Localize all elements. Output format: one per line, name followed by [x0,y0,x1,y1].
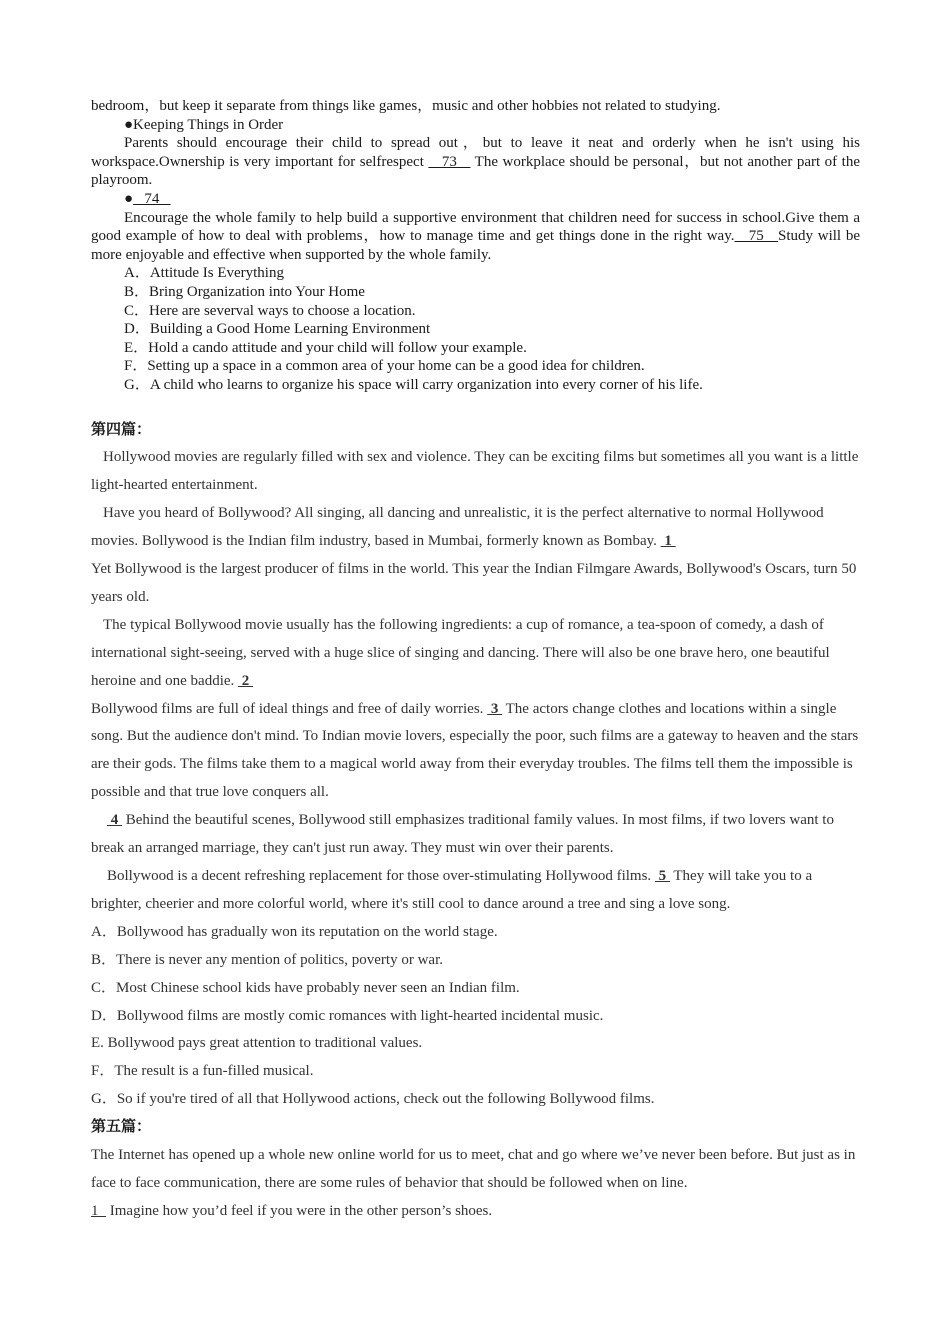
option-c: C．Here are severval ways to choose a location. [124,302,416,319]
option-g: G．So if you're tired of all that Hollywood actions, check out the following Bollywood films. [91,1091,655,1108]
blank-74: 74 [133,190,171,207]
blank-73: 73 [428,153,471,170]
option-a: A．Attitude Is Everything [124,265,284,282]
section-5 [91,1114,860,1226]
paragraph: The Internet has opened up a whole new online world for us to meet, chat and go where we’ve never been before. But just as in face to face communication, there are some rules of behavior that should be followed when on line. [91,1147,856,1191]
paragraph: Hollywood movies are regularly filled with sex and violence. They can be exciting films but sometimes all you want is a little light-hearted entertainment. [91,449,859,494]
blank-4: 4 [107,812,122,829]
blank-5: 5 [654,868,670,884]
blank-2: 2 [238,672,254,689]
subheading-blank-74 [91,190,860,209]
option-e: E. Bollywood pays great attention to traditional values. [91,1035,423,1052]
section-3 [91,97,860,395]
paragraph: Bollywood is a decent refreshing replacement for those over-stimulating Hollywood films. 5 They will take you to a brighter, cheerier and more colorful world, where it's still cool to dance around a tree and sing a love song. [91,868,813,912]
paragraph: The typical Bollywood movie usually has the following ingredients: a cup of romance, a tea-spoon of comedy, a dash of international sight-seeing, served with a huge slice of singing and dancing. There will also be one brave hero, one beautiful heroine and one baddie. 2 [91,616,830,689]
document-page [91,97,860,1226]
option-e: E．Hold a cando attitude and your child will follow your example. [124,339,527,356]
paragraph: Bollywood films are full of ideal things and free of daily worries. 3 The actors change clothes and locations within a single song. But the audience don't mind. To Indian movie lovers, especially the poor, such films are a gateway to heaven and the stars are their gods. The films take them to a magical world away from their everyday troubles. The films tell them the impossible is possible and that true love conquers all. [91,700,859,801]
option-d: D．Building a Good Home Learning Environment [124,321,431,338]
section-heading: 第五篇： [91,1119,152,1136]
option-d: D．Bollywood films are mostly comic romances with light-hearted incidental music. [91,1007,604,1024]
section-heading: 第四篇： [91,421,152,438]
paragraph: Have you heard of Bollywood? All singing, all dancing and unrealistic, it is the perfect alternative to normal Hollywood movies. Bollywood is the Indian film industry, based in Mumbai, formerly known as Bombay. 1 Yet Bollywood is the largest producer of films in the world. This year the Indian Filmgare Awards, Bollywood's Oscars, turn 50 years old. [91,505,857,605]
blank-3: 3 [487,700,503,717]
option-g: G．A child who learns to organize his space will carry organization into every corner of his life. [124,376,703,393]
paragraph: Parents should encourage their child to spread out，but to leave it neat and orderly when he isn't using his workspace.Ownership is very important for selfrespect 73 The workplace should be personal，but not another part of the playroom. [91,135,861,189]
option-b: B．There is never any mention of politics, poverty or war. [91,951,443,968]
paragraph: Encourage the whole family to help build a supportive environment that children need for success in school.Give them a good example of how to deal with problems，how to manage time and get things done in the right way. 75 Study will be more enjoyable and effective when supported by the whole family. [91,209,860,263]
bullet-icon: ● [124,190,134,207]
paragraph: bedroom，but keep it separate from things like games，music and other hobbies not related to studying. [91,98,721,114]
paragraph: 1 Imagine how you’d feel if you were in the other person’s shoes. [91,1202,493,1219]
blank-1: 1 [660,533,676,550]
option-b: B．Bring Organization into Your Home [124,283,365,300]
option-f: F．The result is a fun-filled musical. [91,1063,314,1080]
subheading-keeping-things-in-order: ●Keeping Things in Order [124,116,284,133]
paragraph: 4 Behind the beautiful scenes, Bollywood still emphasizes traditional family values. In most films, if two lovers want to break an arranged marriage, they can't just run away. They must win over their parents. [91,812,834,857]
option-c: C．Most Chinese school kids have probably never seen an Indian film. [91,979,520,996]
section-4 [91,417,860,1115]
blank-75: 75 [734,228,778,245]
blank-1: 1 [91,1202,106,1219]
option-a: A．Bollywood has gradually won its reputation on the world stage. [91,923,498,940]
option-f: F．Setting up a space in a common area of your home can be a good idea for children. [124,358,645,375]
